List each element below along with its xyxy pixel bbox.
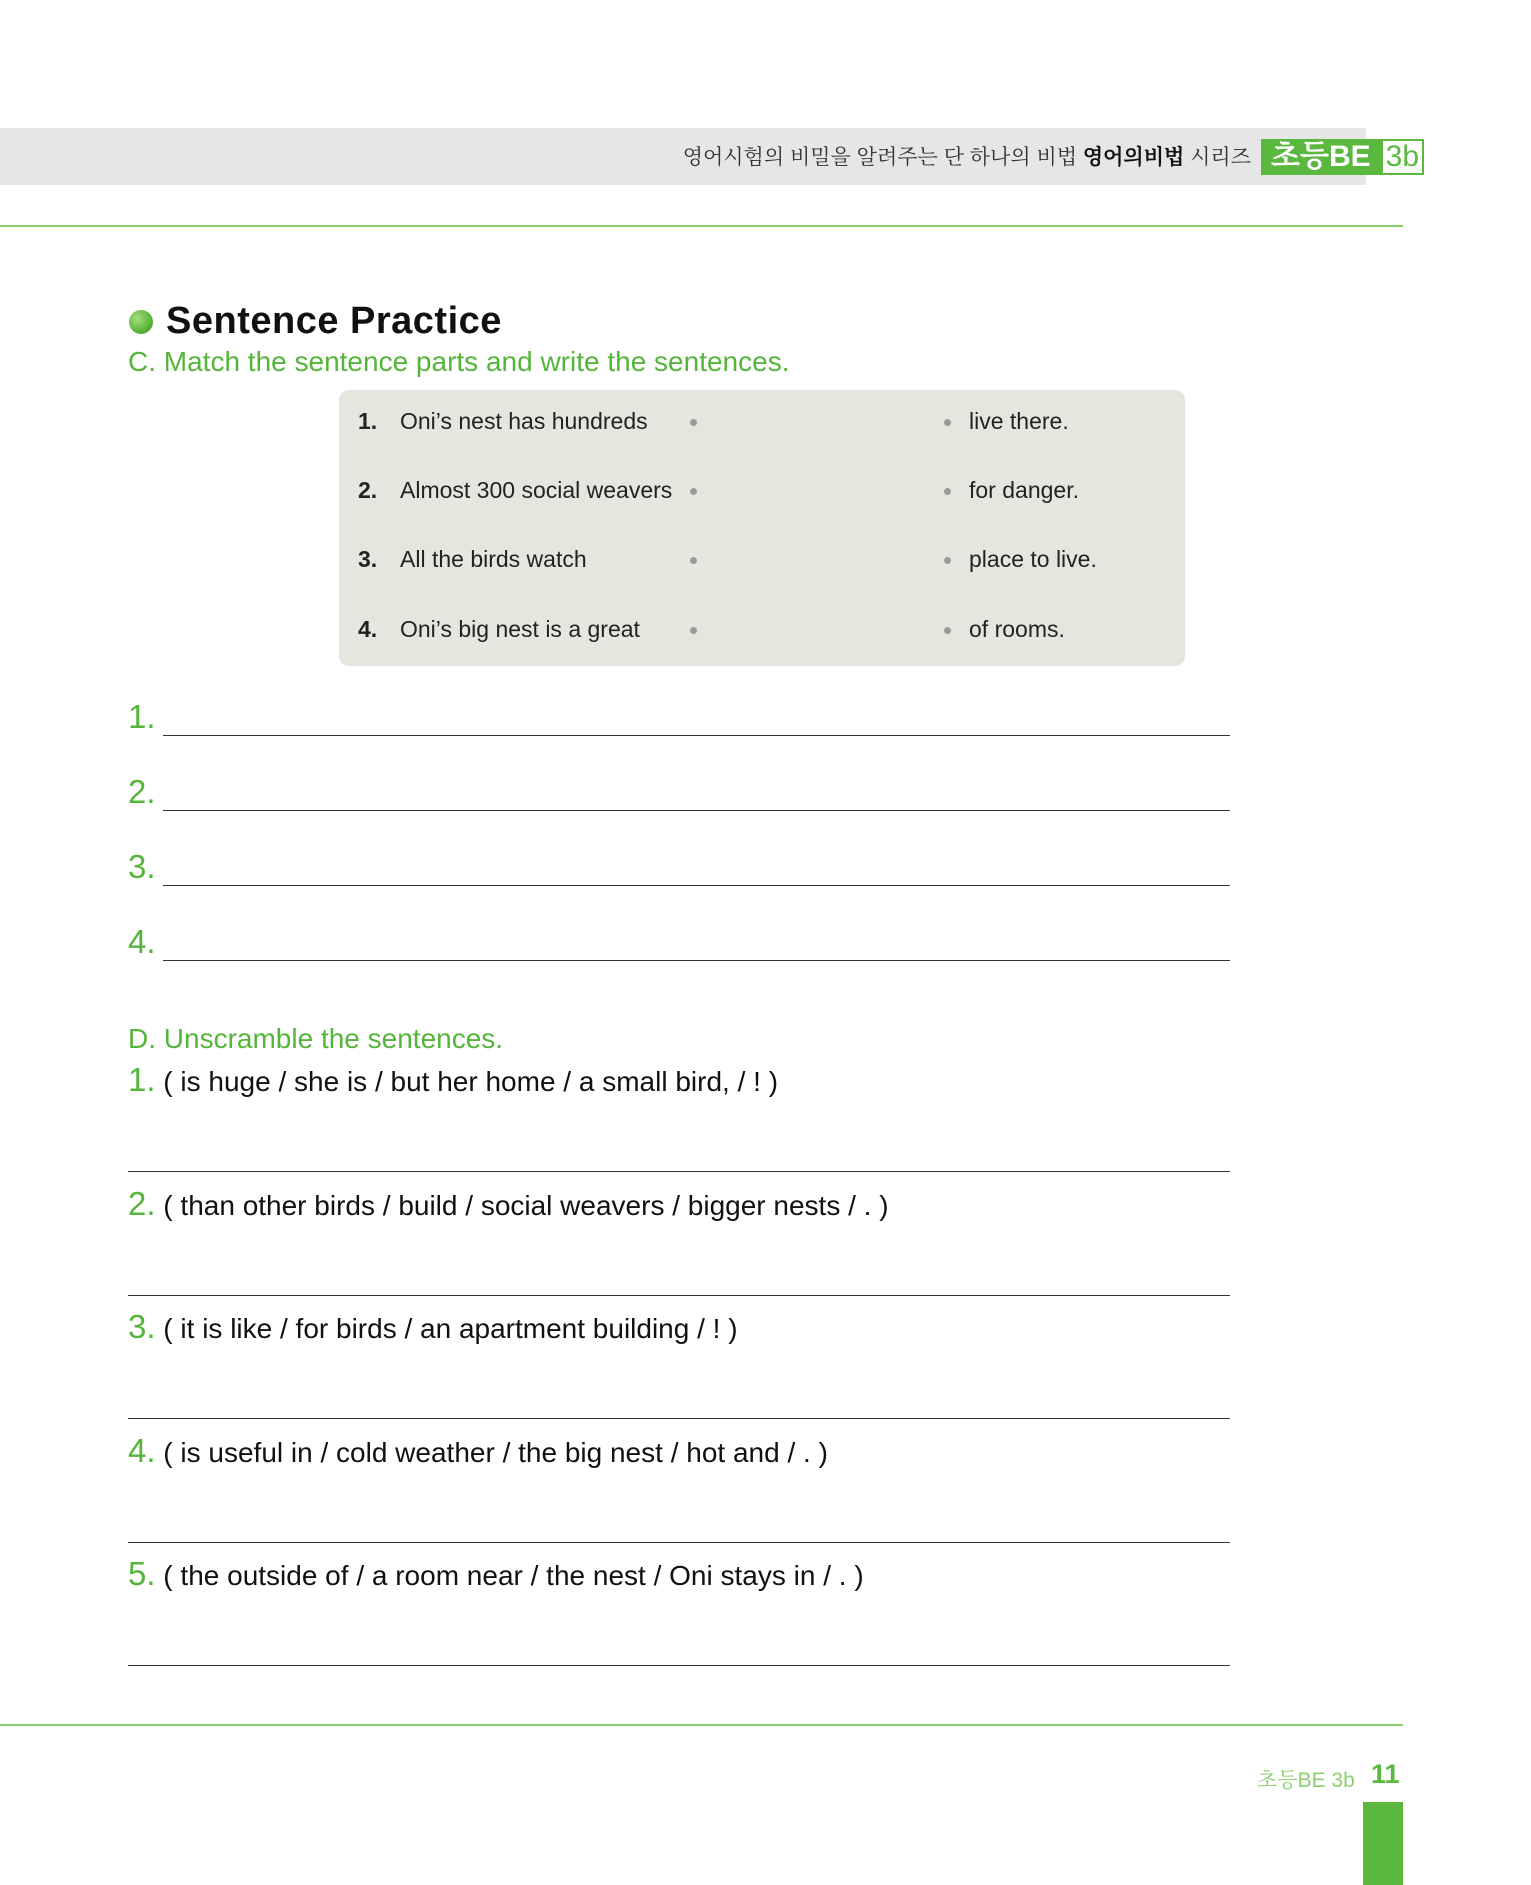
write-line[interactable] xyxy=(163,885,1230,886)
answer-line[interactable] xyxy=(128,1295,1230,1296)
write-line[interactable] xyxy=(163,810,1230,811)
match-right-dot[interactable] xyxy=(944,488,951,495)
match-right-part: for danger. xyxy=(969,477,1079,503)
match-right-dot[interactable] xyxy=(944,627,951,634)
match-right-dot[interactable] xyxy=(944,557,951,564)
write-line-number: 4. xyxy=(128,923,156,960)
match-right-part: of rooms. xyxy=(969,616,1065,642)
write-line[interactable] xyxy=(163,735,1230,736)
bullet-dot-icon xyxy=(129,310,153,334)
answer-line[interactable] xyxy=(128,1171,1230,1172)
matching-box xyxy=(339,390,1185,666)
top-divider xyxy=(0,225,1403,227)
match-right-part: place to live. xyxy=(969,546,1097,572)
match-left-dot[interactable] xyxy=(690,488,697,495)
match-number: 3. xyxy=(358,546,378,572)
series-badge xyxy=(1261,139,1424,175)
match-number: 4. xyxy=(358,616,378,642)
series-badge-main: 초등BE xyxy=(1261,139,1381,175)
write-line[interactable] xyxy=(163,960,1230,961)
unscramble-item: 2. ( than other birds / build / social weavers / bigger nests / . ) xyxy=(128,1185,889,1222)
page-number: 11 xyxy=(1371,1759,1400,1789)
match-right-part: live there. xyxy=(969,408,1069,434)
series-tagline: 영어시험의 비밀을 알려주는 단 하나의 비법 영어의비법 시리즈 xyxy=(682,146,1251,169)
match-number: 1. xyxy=(358,408,378,434)
write-line-number: 1. xyxy=(128,698,156,735)
exercise-c-instruction: C. Match the sentence parts and write the sentences. xyxy=(128,346,790,377)
match-left-part: All the birds watch xyxy=(400,546,587,572)
match-row xyxy=(339,538,1185,578)
section-title: Sentence Practice xyxy=(166,300,502,342)
page-edge-tab xyxy=(1363,1802,1403,1885)
match-left-part: Almost 300 social weavers xyxy=(400,477,673,503)
match-left-part: Oni’s nest has hundreds xyxy=(400,408,648,434)
series-badge-level: 3b xyxy=(1381,139,1424,175)
match-left-part: Oni’s big nest is a great xyxy=(400,616,640,642)
match-row xyxy=(339,469,1185,509)
bottom-divider xyxy=(0,1724,1403,1726)
unscramble-item: 3. ( it is like / for birds / an apartment building / ! ) xyxy=(128,1308,738,1345)
unscramble-item: 5. ( the outside of / a room near / the nest / Oni stays in / . ) xyxy=(128,1555,864,1592)
answer-line[interactable] xyxy=(128,1665,1230,1666)
write-line-number: 3. xyxy=(128,848,156,885)
match-left-dot[interactable] xyxy=(690,627,697,634)
match-row xyxy=(339,608,1185,648)
unscramble-item: 1. ( is huge / she is / but her home / a small bird, / ! ) xyxy=(128,1061,779,1098)
answer-line[interactable] xyxy=(128,1542,1230,1543)
write-line-number: 2. xyxy=(128,773,156,810)
exercise-d-instruction: D. Unscramble the sentences. xyxy=(128,1023,504,1054)
match-number: 2. xyxy=(358,477,378,503)
match-left-dot[interactable] xyxy=(690,419,697,426)
answer-line[interactable] xyxy=(128,1418,1230,1419)
footer-book-label: 초등BE 3b xyxy=(1257,1769,1355,1792)
match-right-dot[interactable] xyxy=(944,419,951,426)
unscramble-item: 4. ( is useful in / cold weather / the big nest / hot and / . ) xyxy=(128,1432,828,1469)
match-left-dot[interactable] xyxy=(690,557,697,564)
match-row xyxy=(339,400,1185,440)
